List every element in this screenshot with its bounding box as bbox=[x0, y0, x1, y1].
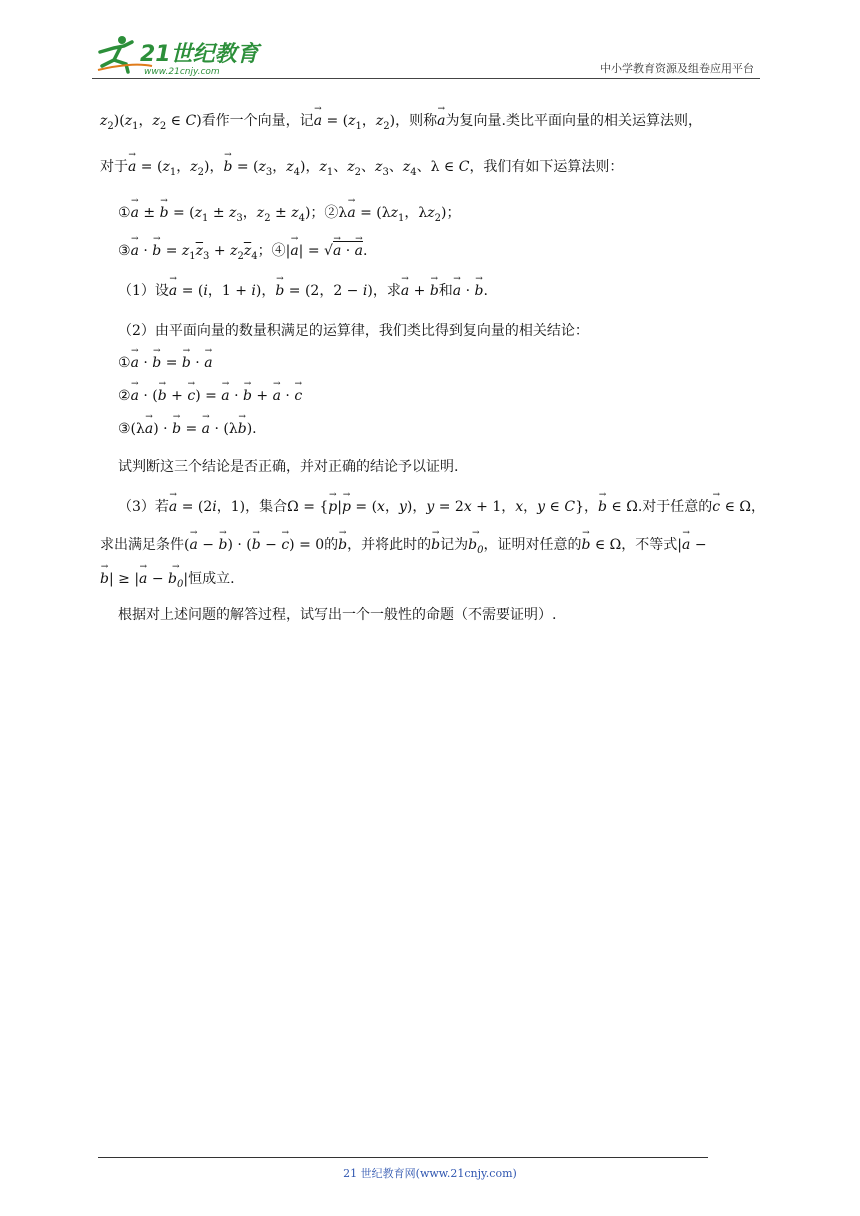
conclusion-2: ②→ a · (→ b + → c) = → a · → b + → a · → c bbox=[118, 388, 302, 404]
question-2: （2）由平面向量的数量积满足的运算律，我们类比得到复向量的相关结论： bbox=[118, 323, 589, 339]
platform-name: 中小学教育资源及组卷应用平台 bbox=[600, 62, 754, 75]
site-logo bbox=[92, 34, 262, 76]
rule-1-2: ①→ a ± → $b = (z_1 \pm z_3$，$z_2 \pm z_4$)；②λ→ $a = (\lambda z_1$，$\lambda z_2$)； bbox=[118, 202, 461, 224]
header-divider bbox=[92, 78, 760, 79]
text-line-1: $z_2)(z_1$，$z_2$ ∈ C)看作一个向量，记→ $a = (z_1$，$z_2$)，则称→ a为复向量.类比平面向量的相关运算法则， bbox=[100, 110, 702, 132]
question-3-end: → b| ≥ |→ a − → $b_0|$恒成立. bbox=[100, 568, 235, 590]
footer-text: 21 世纪教育网(www.21cnjy.com) bbox=[343, 1167, 517, 1180]
logo-lettering: 21世纪教育 bbox=[140, 42, 259, 67]
text-line-2: 对于→ $a = (z_1$，$z_2$)，→ $b = (z_3$，$z_4$)，$z_1$、$z_2$、$z_3$、$z_4$、λ ∈ C，我们有如下运算法则： bbox=[100, 156, 623, 178]
page-header bbox=[92, 30, 760, 80]
judge-line: 试判断这三个结论是否正确，并对正确的结论予以证明. bbox=[118, 459, 459, 475]
footer-divider bbox=[98, 1157, 708, 1158]
conclusion-1: ①→ a · → b = → b · → a bbox=[118, 355, 213, 371]
final-task: 根据对上述问题的解答过程，试写出一个一般性的命题（不需要证明）. bbox=[118, 607, 557, 623]
question-3: （3）若→ a = (2i，1)，集合Ω = {→ p|→ p = (x，y)，y = 2x + 1，x，y ∈ C}，→ b ∈ Ω.对于任意的→ c ∈ Ω， bbox=[118, 496, 765, 516]
rule-3-4: ③→ a · → $b = z_1\overline{z}_3 + z_2\overline{z}_4$；④|→ a| = √→ a · → a. bbox=[118, 240, 367, 262]
conclusion-3: ③(λ→ a) · → b = → a · (λ→ b). bbox=[118, 421, 257, 437]
runner-logo-icon bbox=[92, 34, 262, 76]
logo-url: www.21cnjy.com bbox=[144, 67, 220, 76]
question-1: （1）设→ a = (i，1 + i)，→ b = (2，2 − i)，求→ a + → b和→ a · → b. bbox=[118, 280, 488, 300]
question-3-cont: 求出满足条件(→ a − → b) · (→ b − → c) = 0的→ b，并将此时的→ b记为→ $b_0$，证明对任意的→ b ∈ Ω，不等式|→ a − bbox=[100, 534, 707, 556]
